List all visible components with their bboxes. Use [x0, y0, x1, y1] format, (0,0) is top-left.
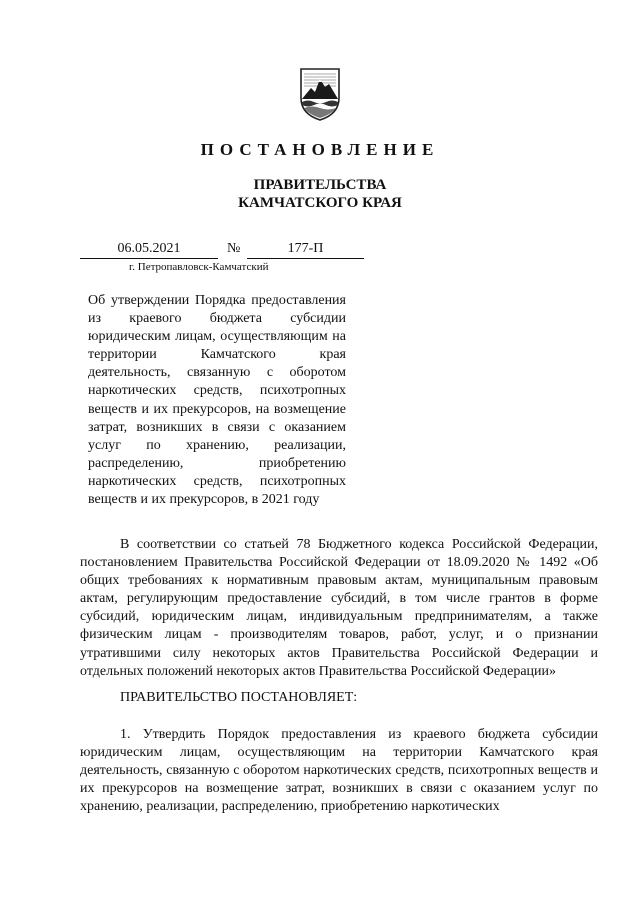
- issuer-line-1: ПРАВИТЕЛЬСТВА: [253, 177, 387, 193]
- document-date: 06.05.2021: [80, 240, 218, 259]
- issuer-line-2: КАМЧАТСКОГО КРАЯ: [238, 195, 402, 211]
- clause-1-paragraph: 1. Утвердить Порядок предоставления из краевого бюджета субсидии юридическим лицам, осуществляющим на территории Камчатского края деятельность, связанную с оборотом наркотических средств, психотропных веществ и их прекурсоров на возмещение затрат, возникших в связи с оказанием услуг по хранению, реализации, распределению, приобретению наркотических: [80, 727, 598, 815]
- issuer-block: [0, 176, 640, 212]
- preamble-paragraph: В соответствии со статьей 78 Бюджетного кодекса Российской Федерации, постановлением Правительства Российской Федерации от 18.09.2020 № 1492 «Об общих требованиях к нормативным правовым актам, муниципальным правовым актам, регулирующим предоставление субсидий, в том числе грантов в форме субсидий, юридическим лицам, индивидуальным предпринимателям, а также физическим лицам - производителям товаров, работ, услуг, и о признании утратившими силу некоторых актов Правительства Российской Федерации и отдельных положений некоторых актов Правительства Российской Федерации»: [80, 537, 598, 679]
- document-type-title: ПОСТАНОВЛЕНИЕ: [200, 140, 440, 159]
- coat-of-arms-icon: [298, 66, 342, 122]
- number-sign: №: [227, 241, 241, 256]
- city-line: г. Петропавловск-Камчатский: [129, 261, 269, 273]
- document-subject: Об утверждении Порядка предоставления из краевого бюджета субсидии юридическим лицам, осуществляющим на территории Камчатского края деятельность, связанную с оборотом наркотических средств, психотропных веществ и их прекурсоров, на возмещение затрат, возникших в связи с оказанием услуг по хранению, реализации, распределению, приобретению наркотических средств, психотропных веществ и их прекурсоров, в 2021 году: [88, 293, 346, 508]
- resolution-heading: ПРАВИТЕЛЬСТВО ПОСТАНОВЛЯЕТ:: [120, 690, 358, 705]
- document-number: 177-П: [247, 240, 364, 259]
